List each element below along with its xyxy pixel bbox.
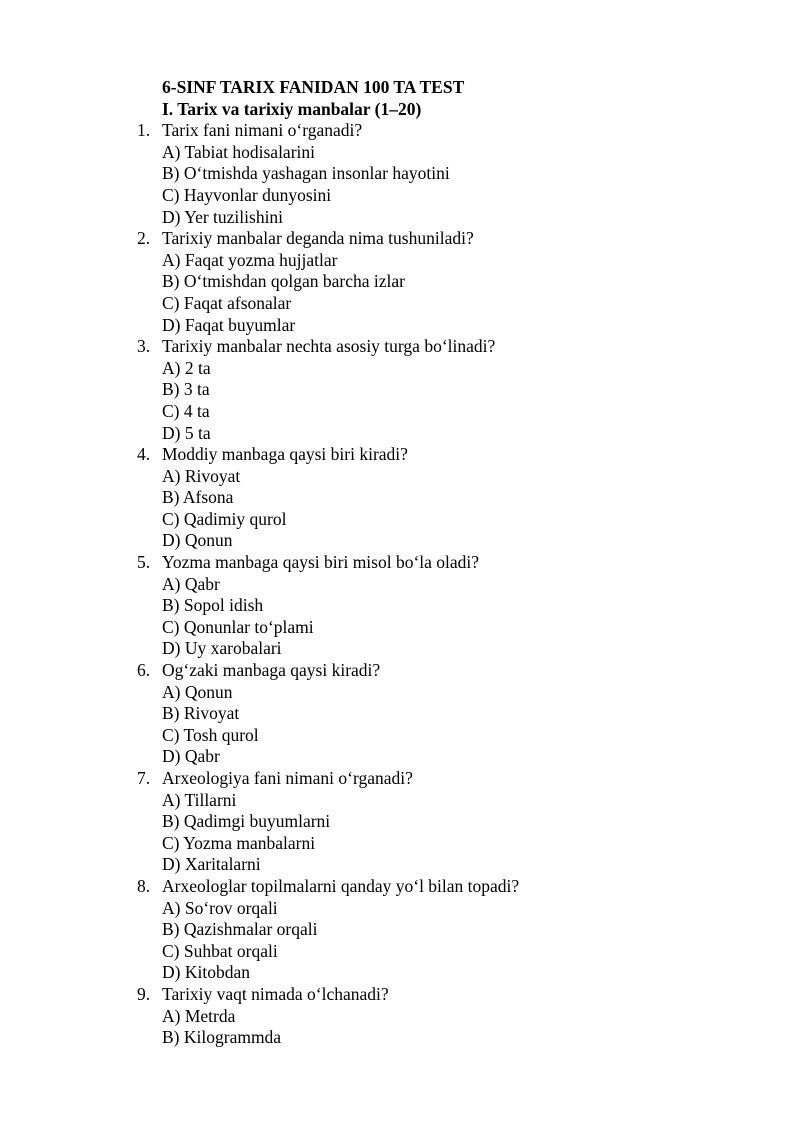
answer-option: A) Tabiat hodisalarini [162,141,315,162]
question-number: 2. [137,228,151,249]
question-text: Tarixiy manbalar deganda nima tushuniladi? [162,228,474,249]
question-1 [137,120,722,142]
question-text: Arxeologiya fani nimani o‘rganadi? [162,768,413,788]
question-text: Arxeologlar topilmalarni qanday yo‘l bilan topadi? [162,875,520,896]
answer-option: A) 2 ta [162,357,211,378]
question-text: Tarixiy manbalar nechta asosiy turga bo‘linadi? [162,336,496,357]
question-number: 9. [137,983,151,1004]
question-9 [137,983,722,1006]
question-number: 8. [137,875,151,896]
answer-option: A) Faqat yozma hujjatlar [162,249,338,270]
answer-option: D) Faqat buyumlar [162,314,296,335]
question-6 [137,660,722,682]
question-number: 1. [137,120,151,141]
answer-option: D) Uy xarobalari [162,638,282,659]
answer-option: D) Xaritalarni [162,854,261,875]
question-number: 6. [137,660,151,681]
question-8 [137,875,722,898]
question-7 [137,768,722,790]
question-number: 3. [137,336,151,357]
question-text: Moddiy manbaga qaysi biri kiradi? [162,444,408,465]
answer-option: C) Hayvonlar dunyosini [162,184,332,205]
answer-option: B) O‘tmishda yashagan insonlar hayotini [162,163,450,184]
answer-option: A) Qabr [162,573,220,594]
answer-option: C) Tosh qurol [162,724,259,745]
document-title: 6-SINF TARIX FANIDAN 100 TA TEST [162,77,465,97]
question-text: Og‘zaki manbaga qaysi kiradi? [162,660,381,681]
question-text: Tarixiy vaqt nimada o‘lchanadi? [162,983,389,1004]
answer-option: C) Qonunlar to‘plami [162,616,314,637]
section-title: I. Tarix va tarixiy manbalar (1–20) [162,98,422,119]
answer-option: A) Tillarni [162,789,237,810]
question-number: 5. [137,552,151,573]
answer-option: C) 4 ta [162,400,210,421]
question-number: 4. [137,444,151,465]
answer-option: D) Kitobdan [162,962,250,983]
question-text: Yozma manbaga qaysi biri misol bo‘la oladi? [162,552,480,573]
answer-option: C) Suhbat orqali [162,940,278,961]
answer-option: B) Qadimgi buyumlarni [162,811,331,832]
answer-option: A) Metrda [162,1005,236,1026]
question-text: Tarix fani nimani o‘rganadi? [162,120,363,141]
answer-option: D) Yer tuzilishini [162,206,284,227]
answer-option: B) Qazishmalar orqali [162,919,318,940]
answer-option: D) Qabr [162,746,220,767]
question-5 [137,552,722,574]
answer-option: C) Qadimiy qurol [162,508,287,529]
question-number: 7. [137,768,151,788]
answer-option: A) So‘rov orqali [162,897,278,918]
question-4 [137,444,722,466]
answer-option: B) Kilogrammda [162,1027,282,1048]
answer-option: A) Qonun [162,681,233,702]
answer-option: B) Rivoyat [162,703,240,724]
document-content [137,77,722,1049]
answer-option: B) Afsona [162,487,234,508]
answer-option: A) Rivoyat [162,465,241,486]
answer-option: D) 5 ta [162,422,211,443]
answer-option: B) O‘tmishdan qolgan barcha izlar [162,271,405,292]
answer-option: C) Yozma manbalarni [162,832,316,853]
answer-option: D) Qonun [162,530,233,551]
answer-option: B) Sopol idish [162,595,264,616]
question-3 [137,336,722,358]
answer-option: B) 3 ta [162,379,210,400]
question-2 [137,228,722,250]
answer-option: C) Faqat afsonalar [162,292,292,313]
